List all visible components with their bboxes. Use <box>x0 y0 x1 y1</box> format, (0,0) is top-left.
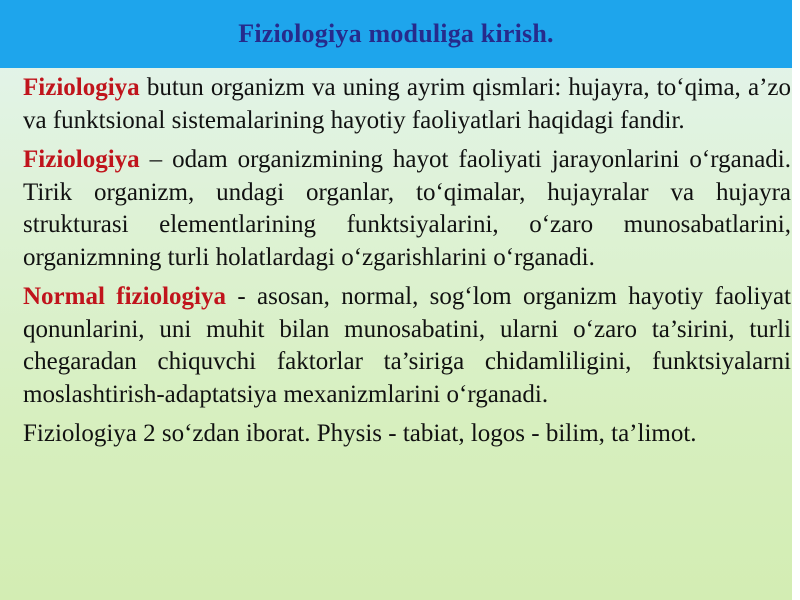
paragraph-text: Fiziologiya 2 so‘zdan iborat. Physis - tabiat, logos - bilim, ta’limot. <box>23 420 697 447</box>
paragraph-text: butun organizm va uning ayrim qismlari: hujayra, to‘qima, a’zo va funktsional sistemalarining hayotiy faoliyatlari haqidagi fandir. <box>23 74 791 134</box>
term-highlight: Fiziologiya <box>23 74 140 101</box>
paragraph-normal-physiology <box>23 281 791 411</box>
paragraph-scope <box>23 144 791 274</box>
paragraph-etymology <box>23 418 791 451</box>
slide-title: Fiziologiya moduliga kirish. <box>238 19 554 48</box>
term-highlight: Fiziologiya <box>23 146 140 173</box>
paragraph-text: – odam organizmining hayot faoliyati jarayonlarini o‘rganadi. Tirik organizm, undagi organlar, to‘qimalar, hujayralar va hujayra strukturasi elementlarining funktsiyalarini, o‘zaro munosabatlarini, organizmning turli holatlardagi o‘zgarishlarini o‘rganadi. <box>23 146 791 271</box>
term-highlight: Normal fiziologiya <box>23 283 226 310</box>
title-bar <box>0 0 792 68</box>
slide-content <box>23 72 791 458</box>
slide-right-edge <box>792 0 800 600</box>
paragraph-definition <box>23 72 791 137</box>
paragraph-text: - asosan, normal, sog‘lom organizm hayotiy faoliyat qonunlarini, uni muhit bilan munosabatini, ularni o‘zaro ta’sirini, turli chegaradan chiquvchi faktorlar ta’siriga chidamliligini, funktsiyalarni moslashtirish-adaptatsiya mexanizmlarini o‘rganadi. <box>23 283 791 408</box>
